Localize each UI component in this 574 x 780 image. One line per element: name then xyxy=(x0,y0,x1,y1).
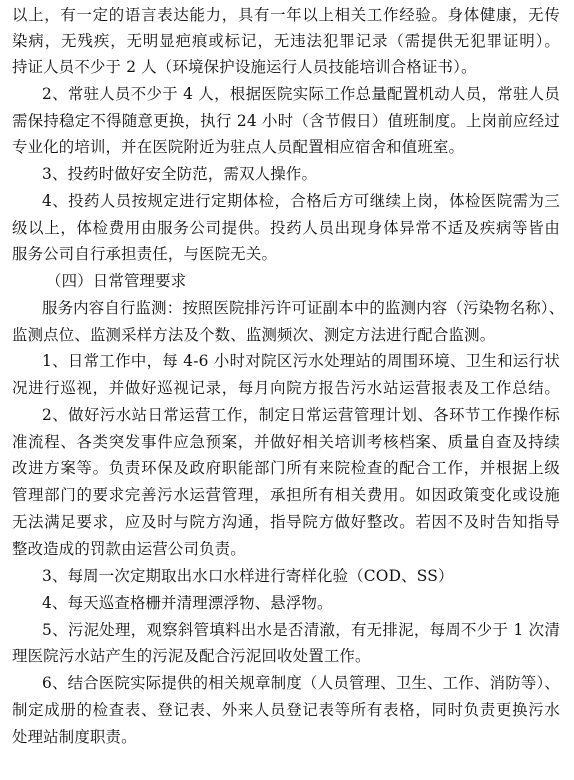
paragraph-line: 4、每天巡查格栅并清理漂浮物、悬浮物。 xyxy=(42,594,333,612)
paragraph-line: 级以上，体检费用由服务公司提供。投药人员出现身体异常不适及疾病等皆由 xyxy=(12,219,560,237)
paragraph-line: 3、投药时做好安全防范，需双人操作。 xyxy=(42,165,318,183)
paragraph-line: 染病，无残疾，无明显疤痕或标记，无违法犯罪记录（需提供无犯罪证明）。 xyxy=(12,32,560,50)
paragraph-line: 无法满足要求，应及时与院方沟通，指导院方做好整改。若因不及时告知指导 xyxy=(12,513,560,531)
paragraph-line: 管理部门的要求完善污水运营管理，承担所有相关费用。如因政策变化或设施 xyxy=(12,486,560,504)
paragraph-line: 处理站制度职责。 xyxy=(12,728,137,746)
paragraph-line: 需保持稳定不得随意更换，执行 24 小时（含节假日）值班制度。上岗前应经过 xyxy=(12,112,560,130)
paragraph-line: 制定成册的检查表、登记表、外来人员登记表等所有表格，同时负责更换污水 xyxy=(12,701,560,719)
paragraph-line: 理医院污水站产生的污泥及配合污泥回收处置工作。 xyxy=(12,647,371,665)
paragraph-line: 监测点位、监测采样方法及个数、监测频次、测定方法进行配合监测。 xyxy=(12,326,496,344)
paragraph-line: 以上，有一定的语言表达能力，具有一年以上相关工作经验。身体健康，无传 xyxy=(12,6,560,24)
section-heading: （四）日常管理要求 xyxy=(46,272,187,290)
paragraph-line: 6、结合医院实际提供的相关规章制度（人员管理、卫生、工作、消防等）、 xyxy=(42,674,560,692)
paragraph-line: 3、每周一次定期取出水口水样进行寄样化验（COD、SS） xyxy=(42,567,454,585)
paragraph-line: 1、日常工作中，每 4-6 小时对院区污水处理站的周围环境、卫生和运行状 xyxy=(42,352,560,370)
paragraph-line: 准流程、各类突发事件应急预案，并做好相关培训考核档案、质量自查及持续 xyxy=(12,433,560,451)
paragraph-line: 专业化的培训，并在医院附近为驻点人员配置相应宿舍和值班室。 xyxy=(12,138,465,156)
paragraph-line: 服务公司自行承担责任，与医院无关。 xyxy=(12,245,278,263)
paragraph-line: 2、做好污水站日常运营工作，制定日常运营管理计划、各环节工作操作标 xyxy=(42,406,560,424)
paragraph-line: 况进行巡视，并做好巡视记录，每月向院方报告污水站运营报表及工作总结。 xyxy=(12,379,560,397)
paragraph-line: 整改造成的罚款由运营公司负责。 xyxy=(12,540,246,558)
paragraph-line: 服务内容自行监测：按照医院排污许可证副本中的监测内容（污染物名称）、 xyxy=(42,299,565,317)
paragraph-line: 持证人员不少于 2 人（环境保护设施运行人员技能培训合格证书）。 xyxy=(12,58,477,76)
paragraph-line: 2、常驻人员不少于 4 人，根据医院实际工作总量配置机动人员，常驻人员 xyxy=(42,85,560,103)
paragraph-line: 5、污泥处理，观察斜管填料出水是否清澈，有无排泥，每周不少于 1 次清 xyxy=(42,621,560,639)
paragraph-line: 4、投药人员按规定进行定期体检，合格后方可继续上岗，体检医院需为三 xyxy=(42,192,560,210)
paragraph-line: 改进方案等。负责环保及政府职能部门所有来院检查的配合工作，并根据上级 xyxy=(12,459,560,477)
